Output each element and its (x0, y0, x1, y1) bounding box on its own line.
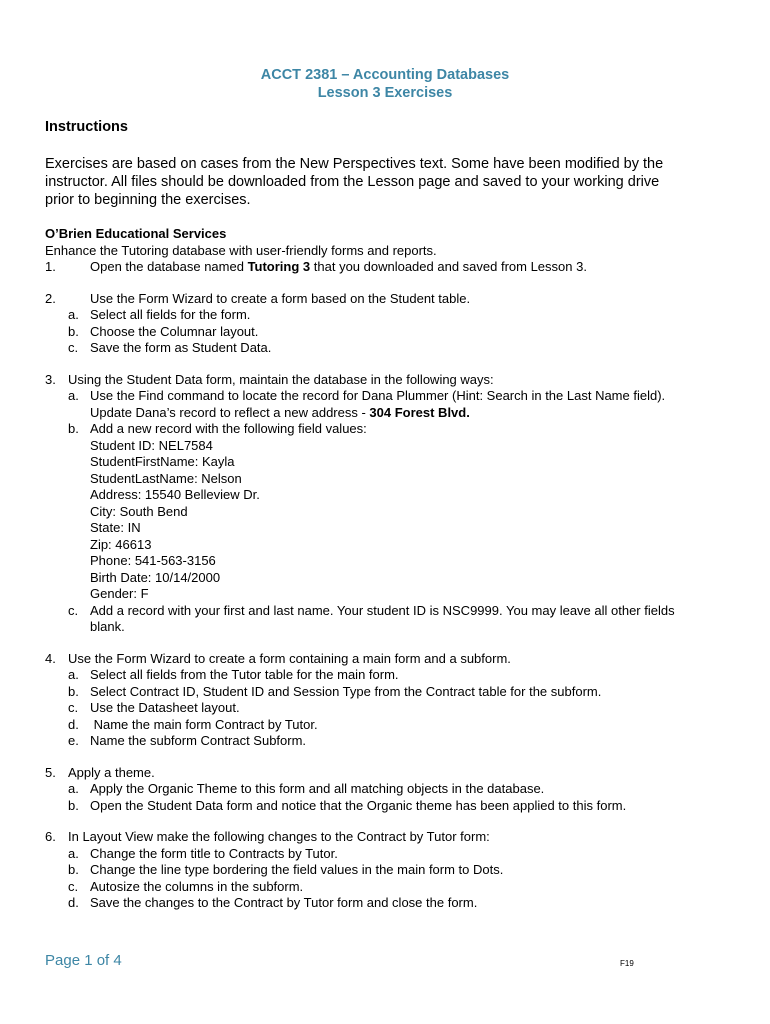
sub-item (45, 895, 735, 912)
instructions-line: prior to beginning the exercises. (45, 192, 251, 208)
item-number: 4. (45, 650, 56, 666)
sub-letter: b. (68, 862, 79, 877)
sub-letter: c. (68, 340, 79, 355)
sub-letter: b. (68, 797, 79, 813)
item-text: Using the Student Data form, maintain the database in the following ways: (68, 371, 494, 387)
instructions-line: Exercises are based on cases from the New Perspectives text. Some have been modified by the (45, 156, 664, 172)
sub-text: Name the main form Contract by Tutor. (90, 716, 318, 732)
sub-item (45, 717, 735, 734)
field-value-text: Phone: 541-563-3156 (90, 553, 216, 568)
sub-item (45, 700, 735, 717)
item-number: 6. (45, 829, 56, 844)
instructions-line: instructor. All files should be downloaded from the Lesson page and saved to your working drive (45, 174, 660, 190)
sub-text: Apply the Organic Theme to this form and all matching objects in the database. (90, 781, 545, 796)
exercise-item-2 (45, 291, 735, 308)
sub-letter: b. (68, 683, 79, 699)
sub-letter: b. (68, 323, 79, 339)
item-text-pre: Open the database named (90, 259, 248, 274)
sub-item (45, 421, 735, 438)
sub-text: Change the form title to Contracts by Tutor. (90, 845, 338, 861)
item-text: In Layout View make the following changes to the Contract by Tutor form: (68, 829, 490, 844)
field-value (45, 471, 735, 488)
sub-text: Use the Find command to locate the record for Dana Plummer (Hint: Search in the Last Name field). (90, 388, 666, 403)
sub-text: Add a record with your first and last name. Your student ID is NSC9999. You may leave all other fields (90, 602, 675, 618)
sub-item-continuation (45, 619, 735, 636)
sub-letter: c. (68, 878, 79, 894)
document-subtitle: Lesson 3 Exercises (317, 85, 453, 101)
exercise-item-3 (45, 372, 735, 389)
sub-text: blank. (90, 619, 125, 634)
sub-text: Save the form as Student Data. (90, 340, 272, 355)
exercise-item-1 (45, 259, 735, 276)
field-value-text: City: South Bend (90, 503, 188, 519)
instructions-paragraph (45, 155, 725, 209)
sub-item (45, 798, 735, 815)
sub-text: Save the changes to the Contract by Tutor form and close the form. (90, 895, 478, 910)
footer-code: F19 (620, 959, 634, 968)
field-value (45, 438, 735, 455)
sub-text (45, 405, 735, 422)
sub-text: Use the Datasheet layout. (90, 700, 240, 715)
field-value (45, 586, 735, 603)
sub-text: Choose the Columnar layout. (90, 323, 259, 339)
exercise-item-5 (45, 765, 735, 782)
exercise-item-6 (45, 829, 735, 846)
sub-text: Select Contract ID, Student ID and Session Type from the Contract table for the subform. (90, 683, 602, 699)
field-value-text: StudentFirstName: Kayla (90, 454, 235, 469)
sub-item (45, 684, 735, 701)
exercise-item-4 (45, 651, 735, 668)
sub-text: Select all fields from the Tutor table for the main form. (90, 667, 399, 682)
sub-text: Autosize the columns in the subform. (90, 878, 304, 894)
field-value-text: Birth Date: 10/14/2000 (90, 569, 221, 585)
field-value-text: Student ID: NEL7584 (90, 437, 213, 453)
document-title: ACCT 2381 – Accounting Databases (260, 67, 510, 83)
sub-letter: e. (68, 733, 79, 748)
field-value (45, 454, 735, 471)
case-heading: O’Brien Educational Services (45, 226, 227, 241)
item-text: Apply a theme. (68, 764, 155, 780)
sub-item (45, 340, 735, 357)
sub-text: Change the line type bordering the field values in the main form to Dots. (90, 862, 504, 877)
page-number: Page 1 of 4 (45, 952, 122, 969)
field-value (45, 504, 735, 521)
field-value (45, 570, 735, 587)
sub-letter: a. (68, 307, 79, 322)
field-value (45, 537, 735, 554)
sub-item-continuation (45, 405, 735, 422)
sub-item (45, 667, 735, 684)
field-value (45, 520, 735, 537)
sub-letter: a. (68, 845, 79, 861)
case-section (45, 226, 735, 912)
sub-item (45, 879, 735, 896)
item-text: Use the Form Wizard to create a form containing a main form and a subform. (68, 650, 511, 666)
sub-letter: b. (68, 421, 79, 436)
sub-letter: a. (68, 667, 79, 682)
new-address: 304 Forest Blvd. (369, 404, 470, 420)
database-name: Tutoring 3 (247, 259, 311, 274)
field-value-text: State: IN (90, 520, 141, 535)
instructions-heading: Instructions (45, 119, 128, 135)
case-intro: Enhance the Tutoring database with user-friendly forms and reports. (45, 242, 437, 258)
sub-text: Add a new record with the following field values: (90, 421, 367, 436)
sub-letter: a. (68, 781, 79, 796)
field-value-text: Gender: F (90, 586, 149, 601)
field-value (45, 553, 735, 570)
field-value (45, 487, 735, 504)
sub-item (45, 733, 735, 750)
sub-letter: c. (68, 700, 79, 715)
item-number: 2. (45, 290, 56, 306)
field-value-text: StudentLastName: Nelson (90, 470, 242, 486)
sub-item (45, 603, 735, 620)
field-value-text: Zip: 46613 (90, 536, 152, 552)
item-text-post: that you downloaded and saved from Lesson 3. (310, 259, 587, 274)
item-text: Use the Form Wizard to create a form based on the Student table. (90, 290, 471, 306)
sub-item (45, 846, 735, 863)
sub-text-pre: Update Dana’s record to reflect a new address - (90, 404, 370, 420)
sub-letter: c. (68, 602, 79, 618)
sub-letter: d. (68, 895, 79, 910)
field-value-text: Address: 15540 Belleview Dr. (90, 487, 260, 502)
sub-text: Name the subform Contract Subform. (90, 733, 307, 748)
item-number: 3. (45, 371, 56, 387)
item-number: 5. (45, 764, 56, 780)
sub-item (45, 781, 735, 798)
sub-text: Select all fields for the form. (90, 307, 251, 322)
item-text (45, 259, 735, 276)
sub-item (45, 388, 735, 405)
sub-item (45, 307, 735, 324)
sub-letter: a. (68, 388, 79, 403)
sub-item (45, 862, 735, 879)
sub-item (45, 324, 735, 341)
sub-letter: d. (68, 716, 79, 732)
sub-text: Open the Student Data form and notice that the Organic theme has been applied to this form. (90, 797, 627, 813)
item-number: 1. (45, 259, 56, 274)
